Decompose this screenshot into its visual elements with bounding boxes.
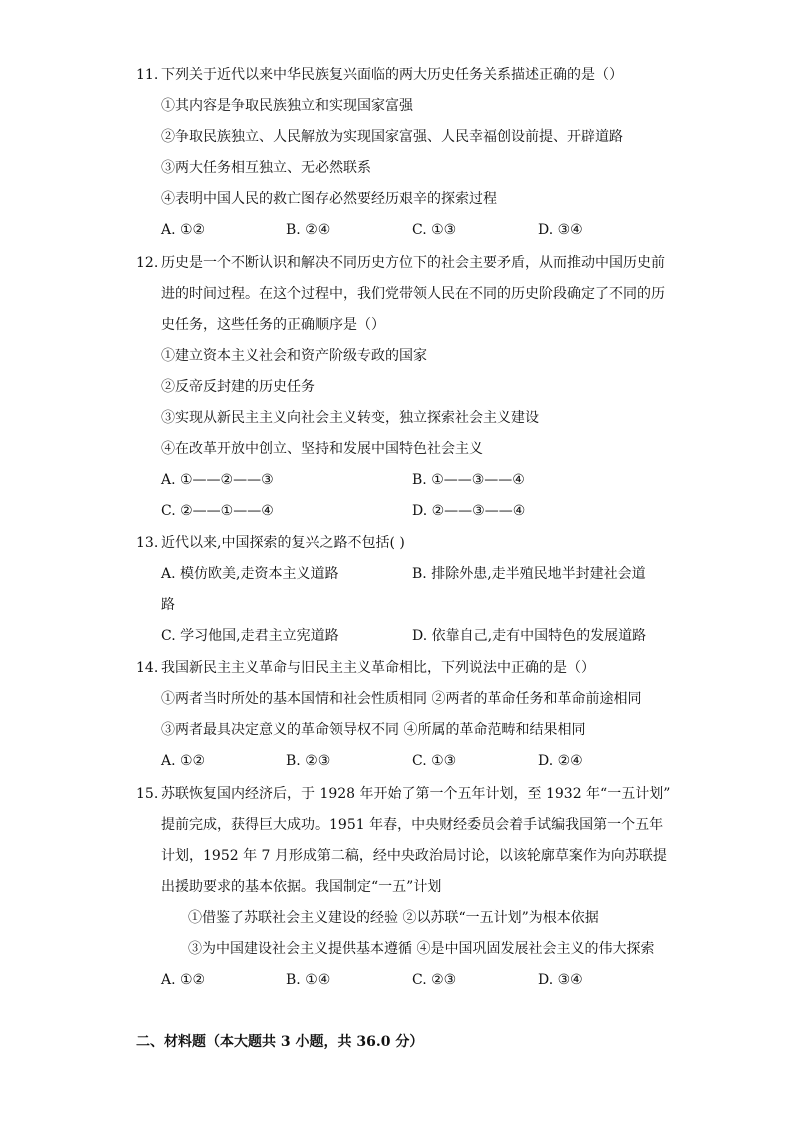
question-number: 15. [136,786,159,802]
option-c: C. 学习他国,走君主立宪道路 [161,628,339,644]
option-b: B. ①④ [286,972,331,988]
statement-2: ②反帝反封建的历史任务 [161,379,315,395]
question-stem-line-2: 进的时间过程。在这个过程中，我们党带领人民在不同的历史阶段确定了不同的历 [161,286,665,302]
question-number: 13. [136,535,159,551]
statements-1-2: ①借鉴了苏联社会主义建设的经验 ②以苏联“一五计划”为根本依据 [188,910,599,926]
statement-1: ①建立资本主义社会和资产阶级专政的国家 [161,348,427,364]
option-d: D. ②④ [538,753,583,769]
option-a: A. ①——②——③ [161,472,274,488]
question-stem-line-4: 出援助要求的基本依据。我国制定“一五”计划 [161,879,442,895]
option-d: D. ②——③——④ [412,503,526,519]
option-d: D. ③④ [538,972,583,988]
statement-3: ③两大任务相互独立、无必然联系 [161,160,371,176]
option-a: A. ①② [161,753,206,769]
option-a: A. ①② [161,222,206,238]
question-stem-line-3: 计划，1952 年 7 月形成第二稿，经中央政治局讨论，以该轮廓草案作为向苏联提 [161,848,667,864]
statement-4: ④在改革开放中创立、坚持和发展中国特色社会主义 [161,441,483,457]
question-number: 14. [136,660,159,676]
option-c: C. ②③ [412,972,457,988]
question-stem: 近代以来,中国探索的复兴之路不包括( ) [161,535,405,551]
statement-4: ④表明中国人民的救亡图存必然要经历艰辛的探索过程 [161,191,497,207]
statement-2: ②争取民族独立、人民解放为实现国家富强、人民幸福创设前提、开辟道路 [161,129,623,145]
question-stem-line-1: 历史是一个不断认识和解决不同历史方位下的社会主要矛盾，从而推动中国历史前 [161,255,665,271]
option-b: B. ②③ [286,753,331,769]
option-b: B. ①——③——④ [412,472,525,488]
option-a: A. 模仿欧美,走资本主义道路 [161,566,339,582]
option-c: C. ①③ [412,753,457,769]
question-number: 11. [136,67,159,83]
question-stem-line-1: 苏联恢复国内经济后，于 1928 年开始了第一个五年计划，至 1932 年“一五计划” [161,786,671,802]
question-stem-line-3: 史任务，这些任务的正确顺序是（） [161,317,385,333]
option-b: B. ②④ [286,222,331,238]
option-c: C. ②——①——④ [161,503,274,519]
question-stem: 下列关于近代以来中华民族复兴面临的两大历史任务关系描述正确的是（） [161,67,623,83]
statements-3-4: ③两者最具决定意义的革命领导权不同 ④所属的革命范畴和结果相同 [161,722,586,738]
option-b: B. 排除外患,走半殖民地半封建社会道 [412,566,646,582]
section-heading: 二、材料题（本大题共 3 小题，共 36.0 分） [136,1034,424,1050]
option-b-continued: 路 [161,597,175,613]
question-number: 12. [136,255,159,271]
statement-3: ③实现从新民主主义向社会主义转变，独立探索社会主义建设 [161,410,539,426]
statements-3-4: ③为中国建设社会主义提供基本遵循 ④是中国巩固发展社会主义的伟大探索 [188,941,655,957]
question-stem: 我国新民主主义革命与旧民主主义革命相比，下列说法中正确的是（） [161,660,595,676]
option-d: D. ③④ [538,222,583,238]
question-stem-line-2: 提前完成，获得巨大成功。1951 年春，中央财经委员会着手试编我国第一个五年 [161,817,664,833]
statements-1-2: ①两者当时所处的基本国情和社会性质相同 ②两者的革命任务和革命前途相同 [161,691,642,707]
option-d: D. 依靠自己,走有中国特色的发展道路 [412,628,647,644]
option-c: C. ①③ [412,222,457,238]
statement-1: ①其内容是争取民族独立和实现国家富强 [161,98,413,114]
option-a: A. ①② [161,972,206,988]
